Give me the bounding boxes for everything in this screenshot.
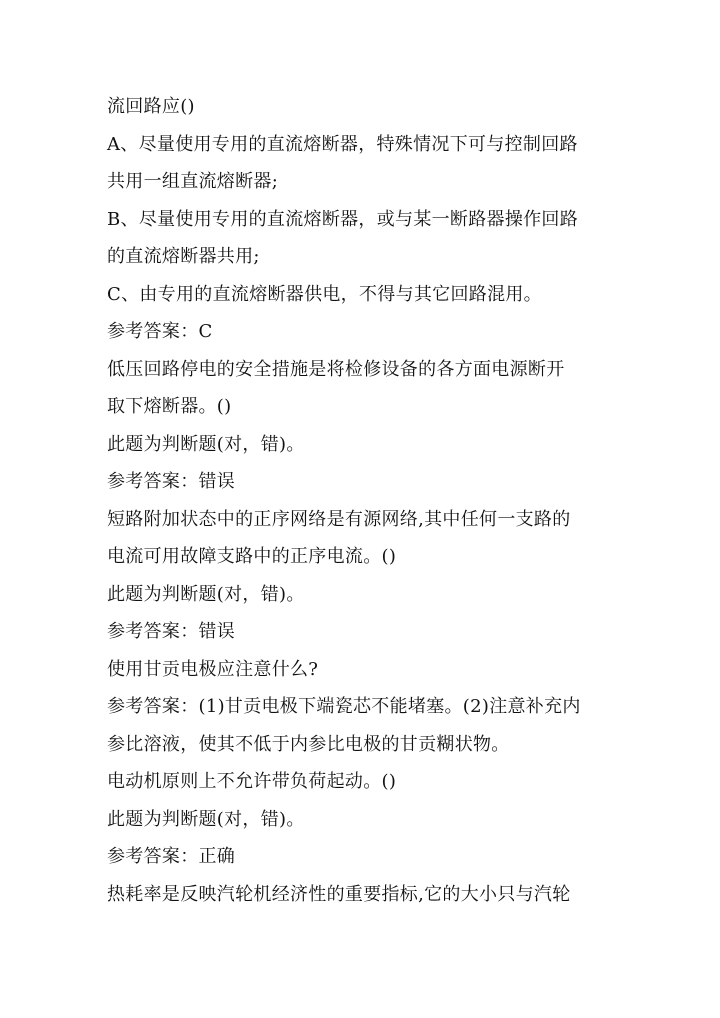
document-body <box>107 88 619 913</box>
question-continuation: 电流可用故障支路中的正序电流。() <box>107 546 397 567</box>
answer-line: 参考答案：错误 <box>107 621 236 642</box>
question-line: 短路附加状态中的正序网络是有源网络,其中任何一支路的 <box>107 508 571 530</box>
question-type-line: 此题为判断题(对，错)。 <box>107 808 305 830</box>
text-line: 流回路应() <box>107 96 195 117</box>
question-line: 热耗率是反映汽轮机经济性的重要指标,它的大小只与汽轮 <box>107 883 571 905</box>
question-type-line: 此题为判断题(对，错)。 <box>107 433 305 455</box>
option-c-line: C、由专用的直流熔断器供电，不得与其它回路混用。 <box>107 283 542 305</box>
answer-continuation: 参比溶液，使其不低于内参比电极的甘贡糊状物。 <box>107 733 510 755</box>
answer-line: 参考答案：正确 <box>107 846 236 867</box>
option-b-continuation: 的直流熔断器共用; <box>107 246 260 267</box>
answer-line: 参考答案：C <box>107 321 213 342</box>
option-a-continuation: 共用一组直流熔断器; <box>107 171 279 192</box>
option-b-line: B、尽量使用专用的直流熔断器，或与某一断路器操作回路 <box>107 208 579 230</box>
answer-line: 参考答案：错误 <box>107 471 236 492</box>
answer-line: 参考答案：(1)甘贡电极下端瓷芯不能堵塞。(2)注意补充内 <box>107 696 581 717</box>
question-type-line: 此题为判断题(对，错)。 <box>107 583 305 605</box>
question-line: 使用甘贡电极应注意什么? <box>107 658 319 680</box>
question-line: 低压回路停电的安全措施是将检修设备的各方面电源断开 <box>107 358 565 380</box>
question-line: 电动机原则上不允许带负荷起动。() <box>107 771 397 792</box>
question-continuation: 取下熔断器。() <box>107 396 232 417</box>
option-a-line: A、尽量使用专用的直流熔断器，特殊情况下可与控制回路 <box>107 133 578 155</box>
